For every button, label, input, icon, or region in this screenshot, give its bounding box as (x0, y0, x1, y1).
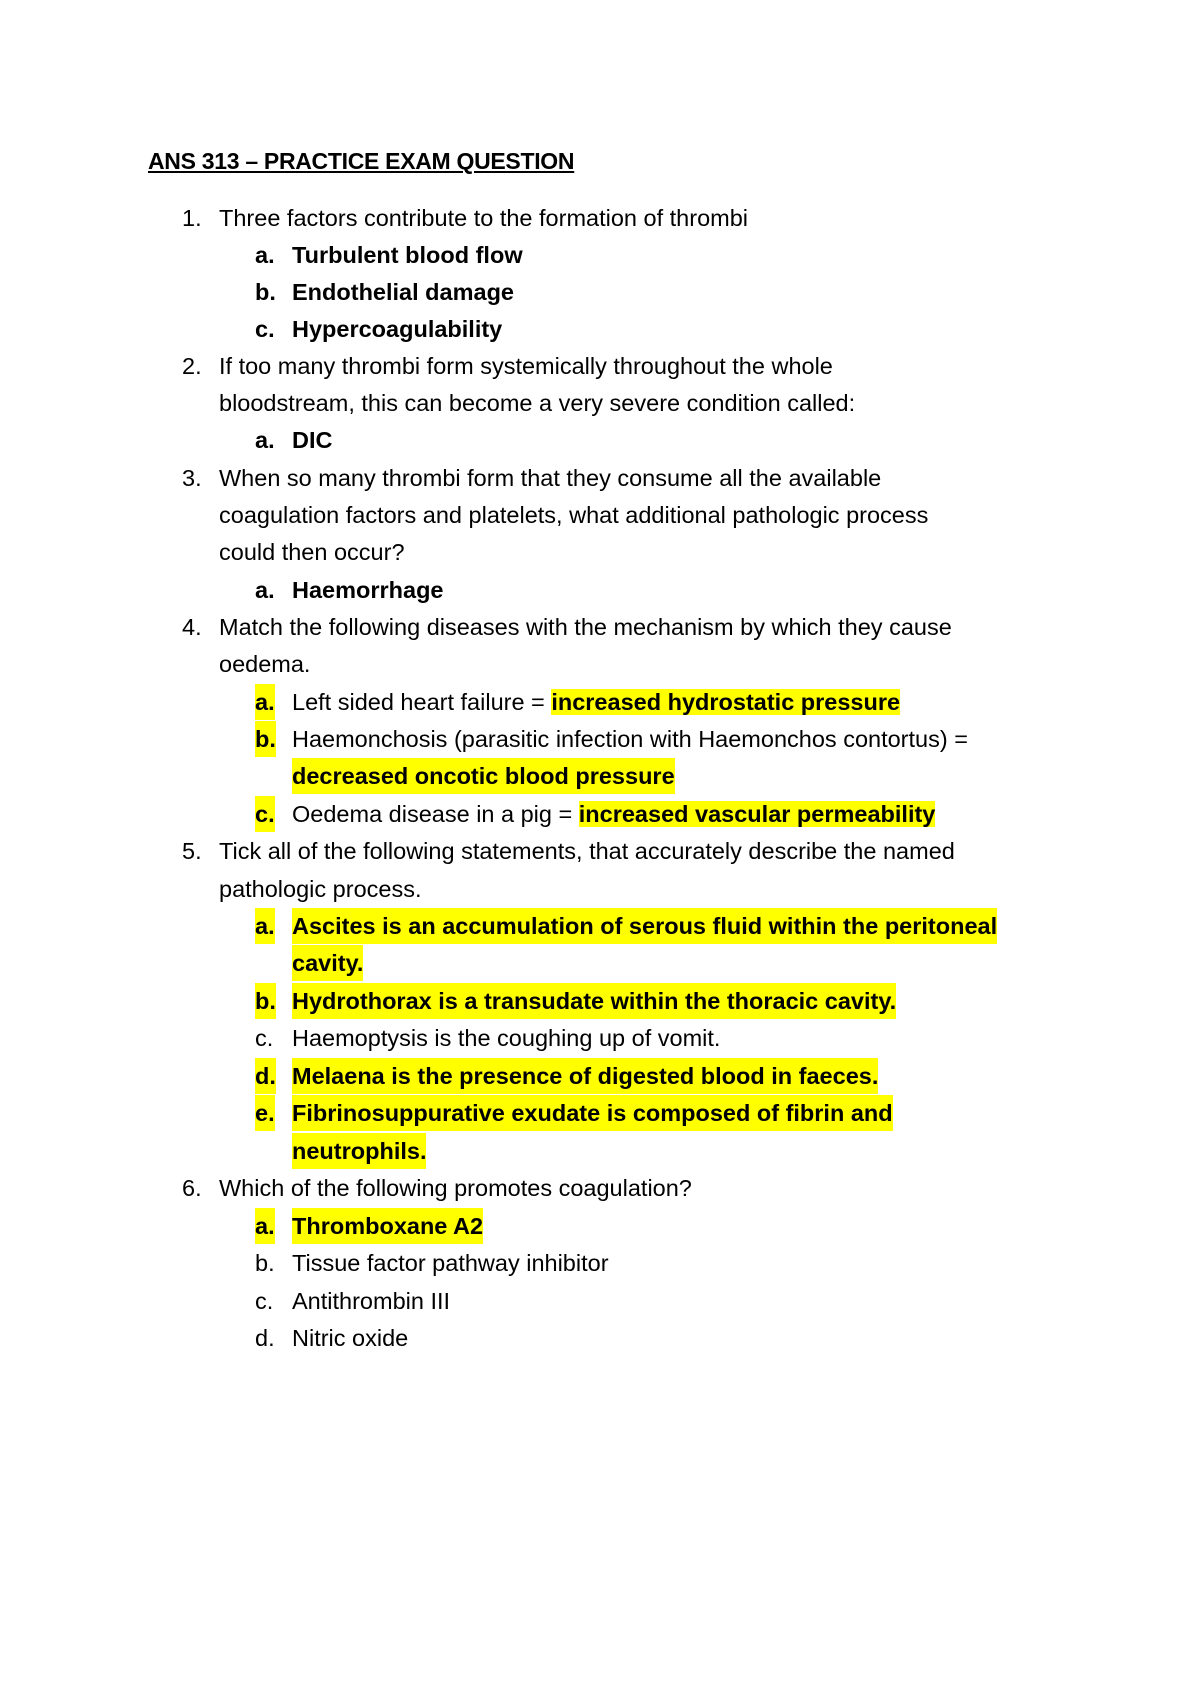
question-text: oedema. (219, 651, 311, 677)
answer-text: Haemorrhage (292, 577, 444, 603)
answer-letter: a. (255, 577, 275, 603)
question-number: 1. (182, 205, 202, 231)
answer-text: Turbulent blood flow (292, 242, 523, 268)
option-letter: c. (255, 1025, 274, 1051)
document-title: ANS 313 – PRACTICE EXAM QUESTION (148, 148, 575, 174)
answer-prefix: Left sided heart failure = (292, 689, 545, 715)
option-text: Antithrombin III (292, 1288, 451, 1314)
answer-highlight: decreased oncotic blood pressure (292, 758, 675, 794)
answer-prefix: Haemonchosis (parasitic infection with Haemonchos contortus) = (292, 726, 968, 752)
answer-text: DIC (292, 427, 333, 453)
option-letter: d. (255, 1058, 276, 1094)
answer-highlight: increased hydrostatic pressure (551, 689, 901, 715)
option-letter: d. (255, 1325, 275, 1351)
answer-text: Endothelial damage (292, 279, 514, 305)
answer-letter: c. (255, 796, 275, 832)
answer-prefix: Oedema disease in a pig = (292, 801, 573, 827)
option-letter: b. (255, 983, 276, 1019)
question-text: If too many thrombi form systemically throughout the whole (219, 353, 833, 379)
option-text: Fibrinosuppurative exudate is composed of fibrin and (292, 1095, 893, 1131)
option-text: neutrophils. (292, 1133, 426, 1169)
option-text: Tissue factor pathway inhibitor (292, 1250, 609, 1276)
answer-highlight: increased vascular permeability (578, 801, 936, 827)
question-number: 5. (182, 838, 202, 864)
question-text: Tick all of the following statements, that accurately describe the named (219, 838, 955, 864)
question-text: Match the following diseases with the mechanism by which they cause (219, 614, 952, 640)
option-text: Thromboxane A2 (292, 1208, 483, 1244)
question-number: 4. (182, 614, 202, 640)
option-text: Ascites is an accumulation of serous fluid within the peritoneal (292, 908, 997, 944)
answer-letter: a. (255, 684, 275, 720)
option-text: Nitric oxide (292, 1325, 409, 1351)
answer-letter: b. (255, 721, 276, 757)
answer-letter: c. (255, 316, 275, 342)
answer-letter: a. (255, 242, 275, 268)
question-text: could then occur? (219, 539, 405, 565)
question-text: coagulation factors and platelets, what additional pathologic process (219, 502, 929, 528)
option-letter: c. (255, 1288, 274, 1314)
answer-letter: b. (255, 279, 276, 305)
option-letter: a. (255, 908, 275, 944)
answer-letter: a. (255, 427, 275, 453)
option-letter: a. (255, 1208, 275, 1244)
question-text: bloodstream, this can become a very severe condition called: (219, 390, 856, 416)
question-number: 2. (182, 353, 202, 379)
question-number: 3. (182, 465, 202, 491)
question-text: Which of the following promotes coagulation? (219, 1175, 692, 1201)
option-text: cavity. (292, 945, 363, 981)
option-letter: e. (255, 1095, 275, 1131)
option-letter: b. (255, 1250, 275, 1276)
option-text: Melaena is the presence of digested blood in faeces. (292, 1058, 878, 1094)
question-text: pathologic process. (219, 876, 422, 902)
question-text: When so many thrombi form that they consume all the available (219, 465, 882, 491)
answer-text: Hypercoagulability (292, 316, 503, 342)
question-number: 6. (182, 1175, 202, 1201)
option-text: Haemoptysis is the coughing up of vomit. (292, 1025, 721, 1051)
option-text: Hydrothorax is a transudate within the thoracic cavity. (292, 983, 896, 1019)
question-text: Three factors contribute to the formation of thrombi (219, 205, 749, 231)
